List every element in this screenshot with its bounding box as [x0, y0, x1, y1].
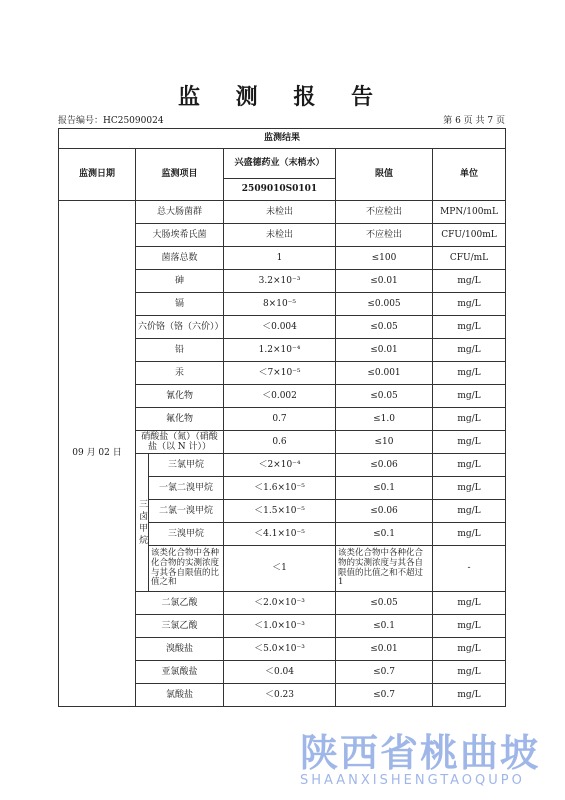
item-limit: ≤0.06 [336, 454, 433, 477]
item-name: 二氯一溴甲烷 [149, 500, 224, 523]
item-name: 氯酸盐 [136, 684, 224, 707]
results-table [58, 128, 506, 707]
item-unit: mg/L [433, 385, 506, 408]
item-value: 1 [224, 247, 336, 270]
sample-code: 2509010S0101 [224, 179, 336, 201]
item-limit: ≤0.1 [336, 477, 433, 500]
item-value: 1.2×10⁻⁴ [224, 339, 336, 362]
item-value: ＜0.002 [224, 385, 336, 408]
item-limit: ≤0.005 [336, 293, 433, 316]
item-name: 二氯乙酸 [136, 592, 224, 615]
item-value: 0.6 [224, 431, 336, 454]
item-unit: CFU/100mL [433, 224, 506, 247]
item-limit: 不应检出 [336, 224, 433, 247]
item-name: 该类化合物中各种化合物的实测浓度与其各自限值的比值之和 [149, 546, 224, 592]
item-unit: mg/L [433, 362, 506, 385]
item-limit: ≤0.1 [336, 523, 433, 546]
item-unit: mg/L [433, 431, 506, 454]
item-value: ＜2.0×10⁻³ [224, 592, 336, 615]
item-value: ＜1.5×10⁻⁵ [224, 500, 336, 523]
item-name: 三氯乙酸 [136, 615, 224, 638]
item-name: 铅 [136, 339, 224, 362]
item-unit: mg/L [433, 477, 506, 500]
item-value: ＜5.0×10⁻³ [224, 638, 336, 661]
item-name: 一氯二溴甲烷 [149, 477, 224, 500]
item-name: 溴酸盐 [136, 638, 224, 661]
item-name: 砷 [136, 270, 224, 293]
item-limit: ≤0.7 [336, 661, 433, 684]
item-name: 总大肠菌群 [136, 201, 224, 224]
item-limit: ≤0.06 [336, 500, 433, 523]
item-value: ＜1.0×10⁻³ [224, 615, 336, 638]
item-name: 汞 [136, 362, 224, 385]
item-name: 镉 [136, 293, 224, 316]
item-name: 大肠埃希氏菌 [136, 224, 224, 247]
item-limit: ≤1.0 [336, 408, 433, 431]
item-unit: mg/L [433, 592, 506, 615]
item-limit: ≤0.01 [336, 638, 433, 661]
item-unit: mg/L [433, 270, 506, 293]
col-header-unit: 单位 [433, 149, 506, 201]
item-name: 菌落总数 [136, 247, 224, 270]
watermark [300, 722, 560, 788]
item-name: 三氯甲烷 [149, 454, 224, 477]
watermark-en: SHAANXISHENGTAOQUPO [300, 773, 525, 788]
item-value: 未检出 [224, 201, 336, 224]
item-limit: 不应检出 [336, 201, 433, 224]
item-value: ＜0.004 [224, 316, 336, 339]
group-label-trihalomethanes: 三卤甲烷 [136, 454, 149, 592]
report-meta [58, 113, 505, 126]
col-header-date: 监测日期 [59, 149, 136, 201]
item-limit: ≤0.1 [336, 615, 433, 638]
item-limit: ≤0.001 [336, 362, 433, 385]
item-value: ＜0.04 [224, 661, 336, 684]
report-title: 监 测 报 告 [178, 84, 387, 110]
item-value: 0.7 [224, 408, 336, 431]
sample-name: 兴盛德药业（末梢水） [224, 149, 336, 179]
item-value: 3.2×10⁻³ [224, 270, 336, 293]
item-limit: ≤0.7 [336, 684, 433, 707]
monitoring-date: 09 月 02 日 [59, 201, 136, 707]
item-unit: mg/L [433, 454, 506, 477]
item-value: ＜1.6×10⁻⁵ [224, 477, 336, 500]
item-value: ＜0.23 [224, 684, 336, 707]
item-limit: ≤10 [336, 431, 433, 454]
item-value: ＜2×10⁻⁴ [224, 454, 336, 477]
item-unit: mg/L [433, 293, 506, 316]
item-name: 氰化物 [136, 385, 224, 408]
col-header-limit: 限值 [336, 149, 433, 201]
item-limit: ≤100 [336, 247, 433, 270]
item-limit: ≤0.01 [336, 339, 433, 362]
item-value: 未检出 [224, 224, 336, 247]
item-name: 氟化物 [136, 408, 224, 431]
item-limit: ≤0.05 [336, 316, 433, 339]
table-caption: 监测结果 [59, 129, 506, 149]
item-name: 亚氯酸盐 [136, 661, 224, 684]
item-unit: mg/L [433, 523, 506, 546]
item-limit: ≤0.01 [336, 270, 433, 293]
item-name: 六价铬（铬（六价）） [136, 316, 224, 339]
watermark-cn: 陕西省桃曲坡 [300, 731, 541, 775]
item-unit: CFU/mL [433, 247, 506, 270]
item-value: ＜7×10⁻⁵ [224, 362, 336, 385]
item-unit: mg/L [433, 339, 506, 362]
item-unit: mg/L [433, 500, 506, 523]
item-unit: mg/L [433, 316, 506, 339]
table-row [59, 201, 506, 224]
item-limit: ≤0.05 [336, 385, 433, 408]
item-unit: MPN/100mL [433, 201, 506, 224]
item-value: 8×10⁻⁵ [224, 293, 336, 316]
report-number: 报告编号：HC25090024 [58, 116, 164, 126]
page-info: 第 6 页 共 7 页 [443, 116, 505, 126]
item-unit: - [433, 546, 506, 592]
item-name: 硝酸盐（氮）（硝酸盐（以 N 计）） [136, 431, 224, 454]
item-value: ＜1 [224, 546, 336, 592]
item-unit: mg/L [433, 661, 506, 684]
item-limit: 该类化合物中各种化合物的实测浓度与其各自限值的比值之和不超过 1 [336, 546, 433, 592]
item-limit: ≤0.05 [336, 592, 433, 615]
item-unit: mg/L [433, 408, 506, 431]
item-name: 三溴甲烷 [149, 523, 224, 546]
col-header-item: 监测项目 [136, 149, 224, 201]
item-unit: mg/L [433, 638, 506, 661]
item-value: ＜4.1×10⁻⁵ [224, 523, 336, 546]
item-unit: mg/L [433, 615, 506, 638]
item-unit: mg/L [433, 684, 506, 707]
